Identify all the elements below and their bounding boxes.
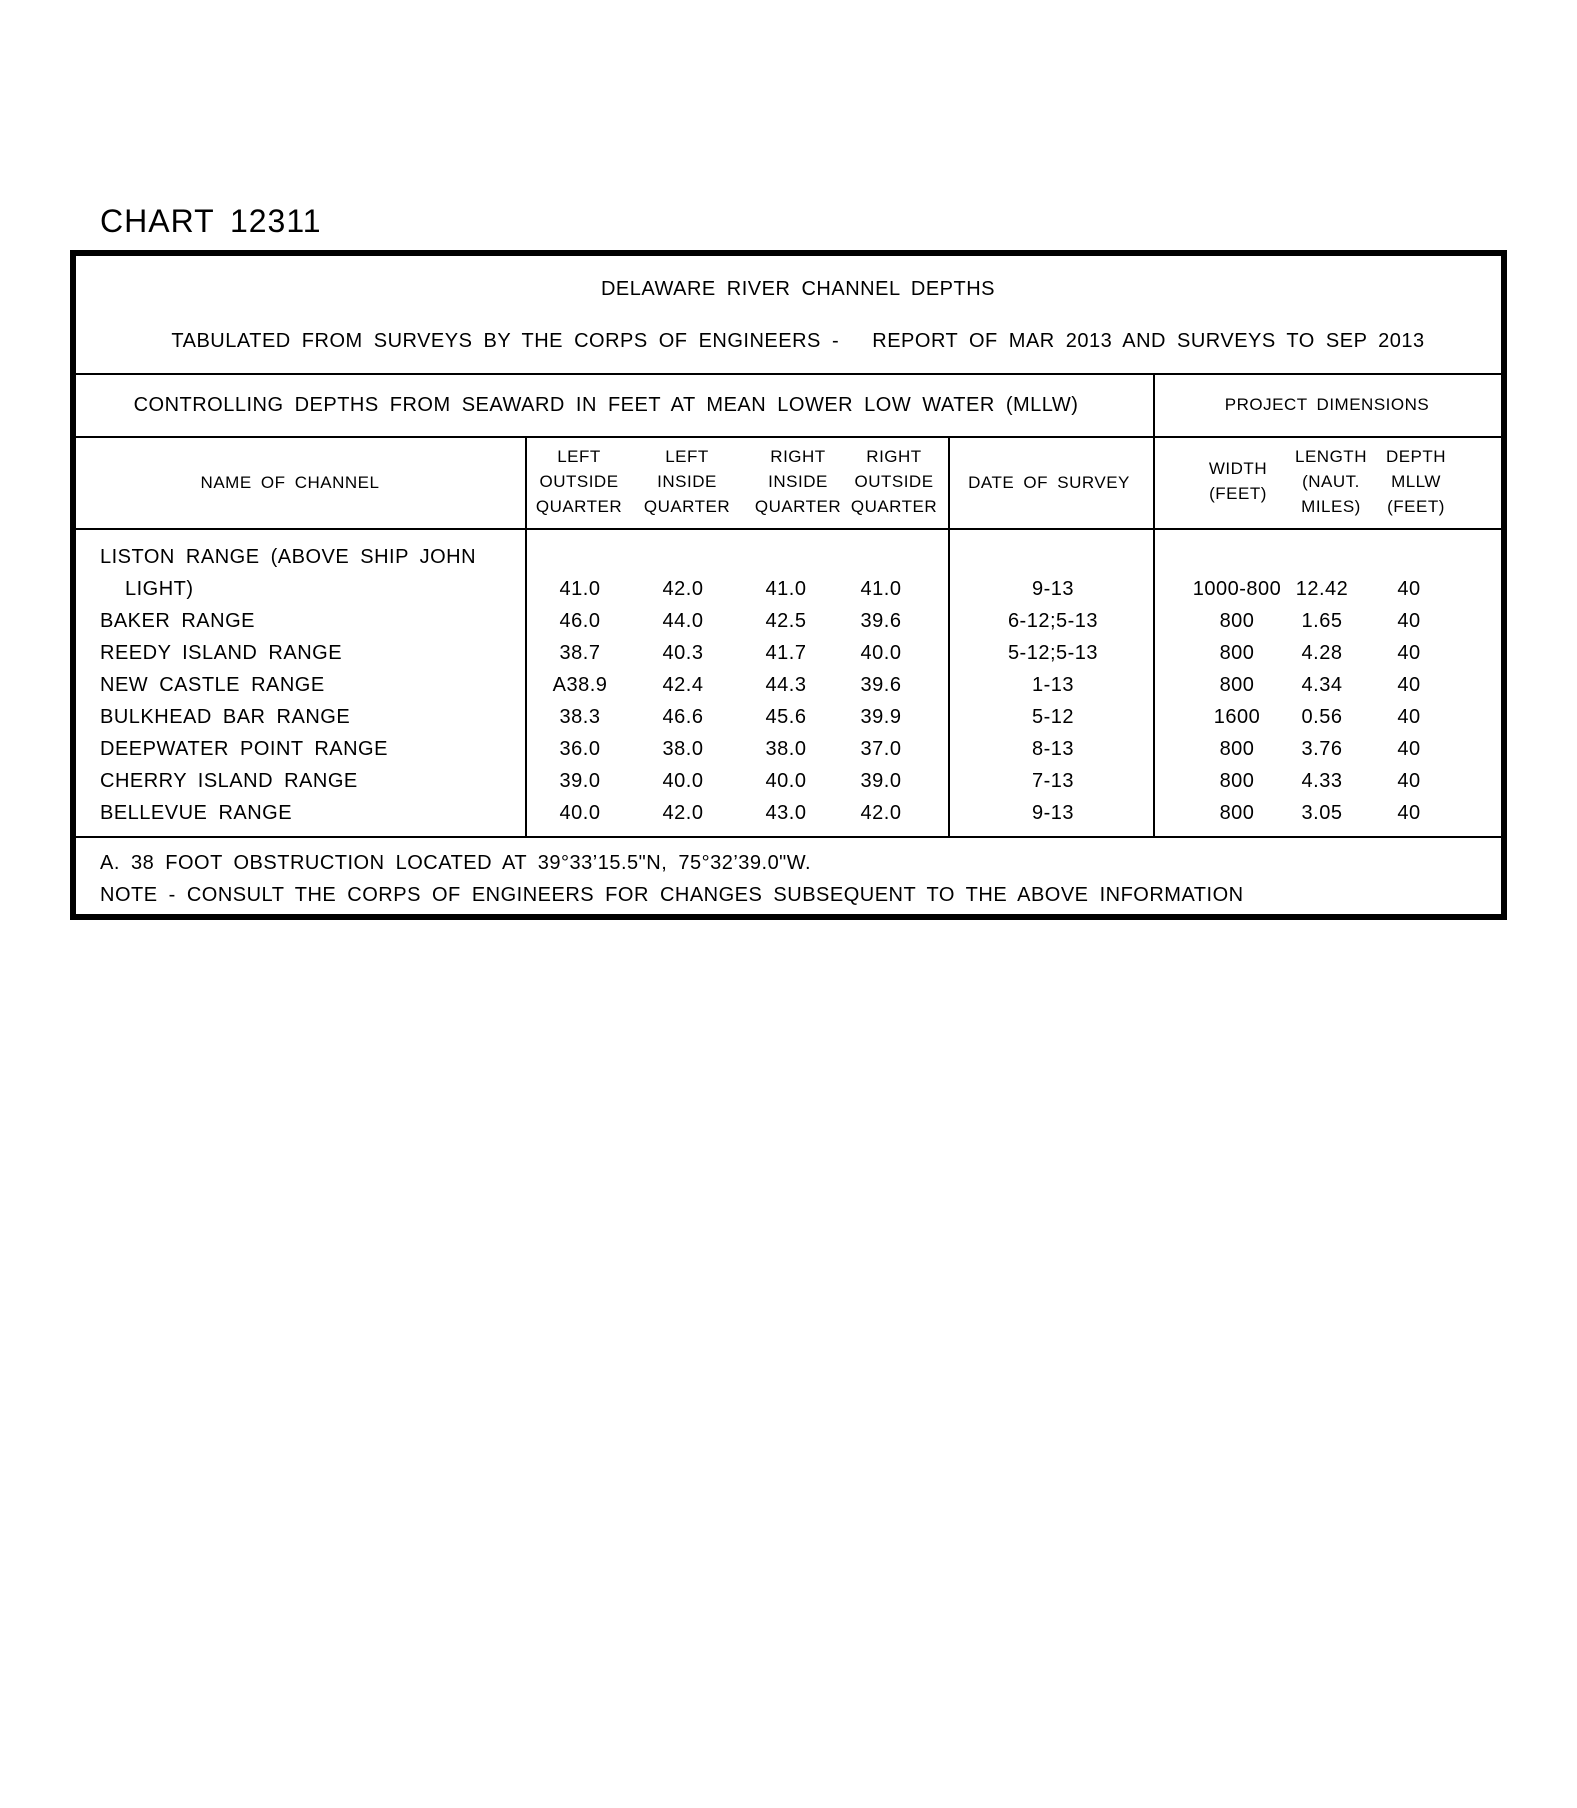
cell-depth: 40 <box>1397 770 1421 792</box>
table-row-channel-name-cont: LIGHT) <box>125 578 194 600</box>
cell-date: 7-13 <box>1031 770 1075 792</box>
rule-below-title <box>76 373 1501 375</box>
cell-right-inside: 45.6 <box>765 706 807 728</box>
cell-width: 800 <box>1219 674 1255 696</box>
col-header-right-inside: RIGHT INSIDE QUARTER <box>754 447 842 516</box>
cell-left-outside: 39.0 <box>559 770 601 792</box>
cell-date: 5-12;5-13 <box>1007 642 1099 664</box>
cell-depth: 40 <box>1397 802 1421 824</box>
channel-depths-table <box>70 250 1507 920</box>
col-header-left-outside: LEFT OUTSIDE QUARTER <box>535 447 623 516</box>
section-project-dimensions: PROJECT DIMENSIONS <box>1224 395 1430 414</box>
cell-right-outside: 39.6 <box>860 610 902 632</box>
cell-right-outside: 37.0 <box>860 738 902 760</box>
col-header-name: NAME OF CHANNEL <box>200 473 380 492</box>
table-subtitle: TABULATED FROM SURVEYS BY THE CORPS OF ENGINEERS - REPORT OF MAR 2013 AND SURVEYS TO SEP 2013 <box>171 330 1425 352</box>
cell-right-inside: 40.0 <box>765 770 807 792</box>
cell-depth: 40 <box>1397 706 1421 728</box>
rule-after-name-column <box>525 437 527 837</box>
cell-width: 800 <box>1219 642 1255 664</box>
cell-right-outside: 41.0 <box>860 578 902 600</box>
cell-right-inside: 43.0 <box>765 802 807 824</box>
rule-after-depth-columns <box>948 437 950 837</box>
table-title: DELAWARE RIVER CHANNEL DEPTHS <box>600 278 996 300</box>
cell-date: 9-13 <box>1031 578 1075 600</box>
chart-number-label: CHART 12311 <box>100 203 322 239</box>
col-header-right-outside: RIGHT OUTSIDE QUARTER <box>850 447 938 516</box>
cell-width: 800 <box>1219 802 1255 824</box>
cell-depth: 40 <box>1397 642 1421 664</box>
cell-depth: 40 <box>1397 578 1421 600</box>
cell-left-outside: 38.7 <box>559 642 601 664</box>
table-row-channel-name: LISTON RANGE (ABOVE SHIP JOHN <box>100 546 477 568</box>
cell-width: 800 <box>1219 610 1255 632</box>
cell-right-outside: 39.6 <box>860 674 902 696</box>
cell-date: 5-12 <box>1031 706 1075 728</box>
cell-left-inside: 44.0 <box>662 610 704 632</box>
rule-before-project-dimensions <box>1153 374 1155 837</box>
cell-depth: 40 <box>1397 738 1421 760</box>
cell-length: 12.42 <box>1295 578 1349 600</box>
table-row-channel-name: CHERRY ISLAND RANGE <box>100 770 358 792</box>
cell-length: 4.33 <box>1301 770 1343 792</box>
cell-left-inside: 42.4 <box>662 674 704 696</box>
rule-above-notes <box>76 836 1501 838</box>
cell-length: 4.34 <box>1301 674 1343 696</box>
cell-right-inside: 41.0 <box>765 578 807 600</box>
cell-left-inside: 40.0 <box>662 770 704 792</box>
rule-below-column-headers <box>76 528 1501 530</box>
cell-length: 0.56 <box>1301 706 1343 728</box>
col-header-left-inside: LEFT INSIDE QUARTER <box>643 447 731 516</box>
rule-below-section-header <box>76 436 1501 438</box>
cell-right-outside: 39.9 <box>860 706 902 728</box>
cell-right-inside: 42.5 <box>765 610 807 632</box>
cell-left-inside: 40.3 <box>662 642 704 664</box>
cell-depth: 40 <box>1397 610 1421 632</box>
cell-width: 1600 <box>1213 706 1261 728</box>
cell-right-outside: 39.0 <box>860 770 902 792</box>
cell-right-outside: 42.0 <box>860 802 902 824</box>
footnote-consult: NOTE - CONSULT THE CORPS OF ENGINEERS FOR CHANGES SUBSEQUENT TO THE ABOVE INFORMATION <box>100 884 1244 906</box>
cell-right-outside: 40.0 <box>860 642 902 664</box>
footnote-obstruction: A. 38 FOOT OBSTRUCTION LOCATED AT 39°33’15.5"N, 75°32’39.0"W. <box>100 852 812 874</box>
cell-left-inside: 46.6 <box>662 706 704 728</box>
cell-right-inside: 44.3 <box>765 674 807 696</box>
table-row-channel-name: BAKER RANGE <box>100 610 255 632</box>
cell-date: 8-13 <box>1031 738 1075 760</box>
cell-right-inside: 38.0 <box>765 738 807 760</box>
section-controlling-depths: CONTROLLING DEPTHS FROM SEAWARD IN FEET AT MEAN LOWER LOW WATER (MLLW) <box>133 394 1079 416</box>
col-header-width: WIDTH (FEET) <box>1208 459 1268 503</box>
cell-length: 1.65 <box>1301 610 1343 632</box>
cell-depth: 40 <box>1397 674 1421 696</box>
cell-length: 3.76 <box>1301 738 1343 760</box>
cell-left-inside: 42.0 <box>662 578 704 600</box>
cell-left-outside: 41.0 <box>559 578 601 600</box>
cell-left-outside: 46.0 <box>559 610 601 632</box>
cell-left-outside: 36.0 <box>559 738 601 760</box>
cell-left-outside: A38.9 <box>552 674 608 696</box>
cell-date: 9-13 <box>1031 802 1075 824</box>
cell-left-outside: 40.0 <box>559 802 601 824</box>
table-row-channel-name: BELLEVUE RANGE <box>100 802 293 824</box>
table-row-channel-name: BULKHEAD BAR RANGE <box>100 706 351 728</box>
cell-width: 800 <box>1219 738 1255 760</box>
table-row-channel-name: DEEPWATER POINT RANGE <box>100 738 388 760</box>
col-header-depth: DEPTH MLLW (FEET) <box>1385 447 1447 516</box>
cell-left-inside: 42.0 <box>662 802 704 824</box>
cell-date: 1-13 <box>1031 674 1075 696</box>
cell-left-outside: 38.3 <box>559 706 601 728</box>
cell-length: 4.28 <box>1301 642 1343 664</box>
col-header-length: LENGTH (NAUT. MILES) <box>1295 447 1367 516</box>
cell-date: 6-12;5-13 <box>1007 610 1099 632</box>
cell-width: 800 <box>1219 770 1255 792</box>
cell-width: 1000-800 <box>1192 578 1282 600</box>
cell-left-inside: 38.0 <box>662 738 704 760</box>
cell-right-inside: 41.7 <box>765 642 807 664</box>
table-row-channel-name: REEDY ISLAND RANGE <box>100 642 343 664</box>
col-header-date: DATE OF SURVEY <box>968 473 1130 492</box>
table-row-channel-name: NEW CASTLE RANGE <box>100 674 325 696</box>
cell-length: 3.05 <box>1301 802 1343 824</box>
